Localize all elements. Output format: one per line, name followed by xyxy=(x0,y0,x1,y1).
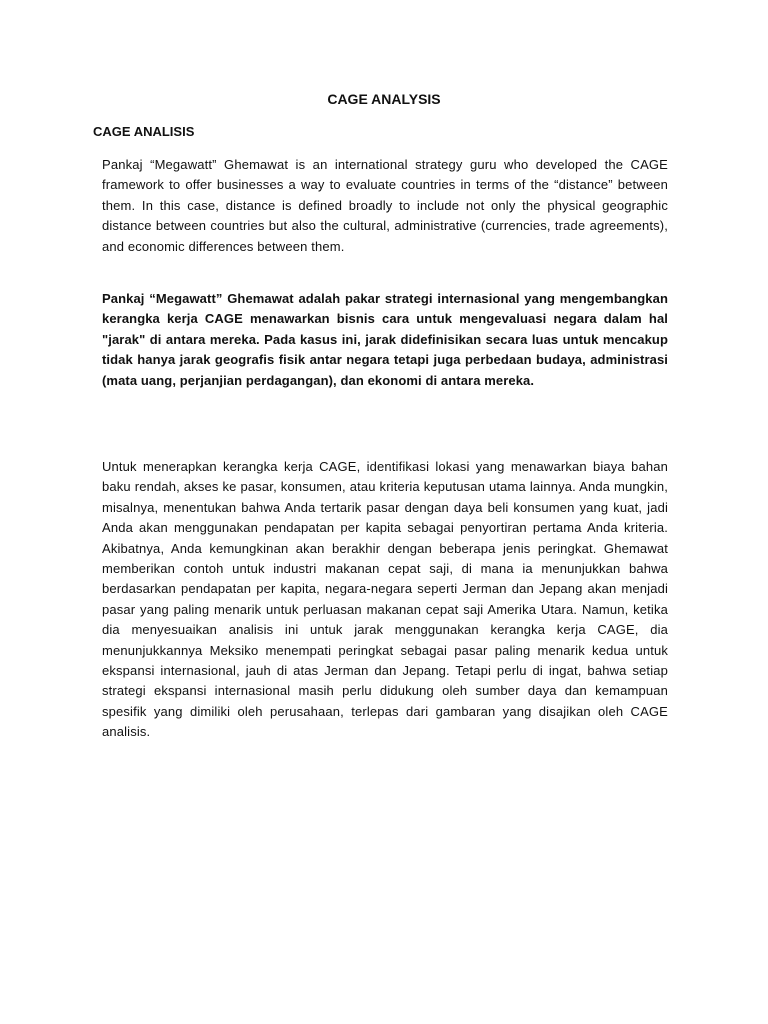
section-heading: CAGE ANALISIS xyxy=(93,124,195,139)
document-title: CAGE ANALYSIS xyxy=(327,91,441,107)
paragraph-application: Untuk menerapkan kerangka kerja CAGE, identifikasi lokasi yang menawarkan biaya bahan baku rendah, akses ke pasar, konsumen, atau kriteria keputusan utama lainnya. Anda mungkin, misalnya, menentukan bahwa Anda tertarik pasar dengan daya beli konsumen yang kuat, jadi Anda akan menggunakan pendapatan per kapita sebagai penyortiran pertama Anda kriteria. Akibatnya, Anda kemungkinan akan berakhir dengan beberapa jenis peringkat. Ghemawat memberikan contoh untuk industri makanan cepat saji, di mana ia menunjukkan bahwa berdasarkan pendapatan per kapita, negara-negara seperti Jerman dan Jepang akan menjadi pasar yang paling menarik untuk perluasan makanan cepat saji Amerika Utara. Namun, ketika dia menyesuaikan analisis ini untuk jarak menggunakan kerangka kerja CAGE, dia menunjukkannya Meksiko menempati peringkat sebagai pasar paling menarik kedua untuk ekspansi internasional, jauh di atas Jerman dan Jepang. Tetapi perlu di ingat, bahwa setiap strategi ekspansi internasional masih perlu didukung oleh sumber daya dan kemampuan spesifik yang dimiliki oleh perusahaan, terlepas dari gambaran yang disajikan oleh CAGE analisis. xyxy=(102,459,668,740)
paragraph-indonesian-translation: Pankaj “Megawatt” Ghemawat adalah pakar strategi internasional yang mengembangkan kerangka kerja CAGE menawarkan bisnis cara untuk mengevaluasi negara dalam hal "jarak" di antara mereka. Pada kasus ini, jarak didefinisikan secara luas untuk mencakup tidak hanya jarak geografis fisik antar negara tetapi juga perbedaan budaya, administrasi (mata uang, perjanjian perdagangan), dan ekonomi di antara mereka. xyxy=(102,291,668,388)
paragraph-english: Pankaj “Megawatt” Ghemawat is an international strategy guru who developed the CAGE framework to offer businesses a way to evaluate countries in terms of the “distance” between them. In this case, distance is defined broadly to include not only the physical geographic distance between countries but also the cultural, administrative (currencies, trade agreements), and economic differences between them. xyxy=(102,157,668,254)
